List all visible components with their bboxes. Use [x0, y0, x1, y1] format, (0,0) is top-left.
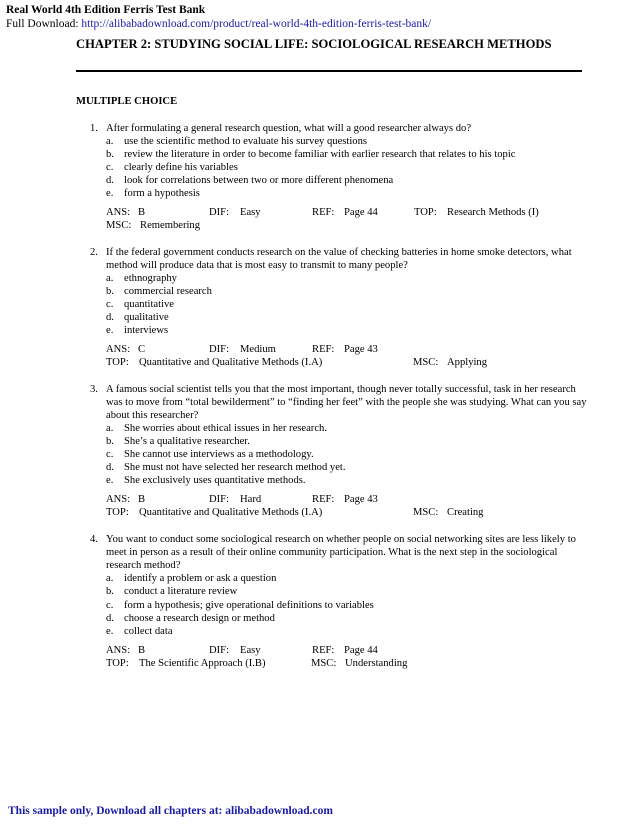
choice-letter: e. [106, 325, 114, 337]
download-line [6, 17, 431, 31]
reference-field: REF: Page 43 [312, 494, 378, 506]
topic-field: TOP: Quantitative and Qualitative Methods (I.A) [106, 507, 323, 519]
reference-field: REF: Page 44 [312, 644, 378, 656]
topic-field: TOP: Quantitative and Qualitative Methods (I.A) [106, 357, 323, 369]
question-text: If the federal government conducts research on the value of checking batteries in home smoke detectors, what method will produce data that is most easy to transmit to many people? [106, 247, 572, 272]
choice-list [106, 135, 591, 200]
download-link[interactable]: http://alibabadownload.com/product/real-world-4th-edition-ferris-test-bank/ [81, 18, 432, 30]
download-label: Full Download: [6, 18, 82, 30]
difficulty-field: DIF: Medium [209, 344, 276, 356]
choice-e [106, 187, 591, 200]
choice-letter: e. [106, 625, 114, 637]
question-text: After formulating a general research question, what will a good researcher always do? [106, 123, 472, 134]
choice-text: look for correlations between two or more different phenomena [124, 175, 394, 187]
choice-b [106, 435, 591, 448]
choice-c [106, 161, 591, 174]
choice-c [106, 599, 591, 612]
choice-text: clearly define his variables [124, 162, 238, 174]
answer-field: ANS: B [106, 494, 146, 506]
question-2 [86, 246, 591, 369]
difficulty-field: DIF: Hard [209, 494, 262, 506]
choice-text: choose a research design or method [124, 612, 275, 624]
msc-field: MSC: Understanding [311, 657, 408, 669]
choice-c [106, 448, 591, 461]
answer-meta [106, 206, 591, 232]
choice-text: interviews [124, 325, 169, 337]
question-number: 4. [90, 534, 98, 546]
choice-text: form a hypothesis [124, 188, 200, 200]
choice-text: collect data [124, 625, 173, 637]
question-text: A famous social scientist tells you that the most important, though never totally successful, task in her research was to move from “total bewilderment” to “finding her feet” with the people she was studying. What can you say about this researcher? [106, 384, 587, 422]
chapter-title: CHAPTER 2: STUDYING SOCIAL LIFE: SOCIOLOGICAL RESEARCH METHODS [76, 37, 552, 51]
choice-letter: a. [106, 423, 114, 435]
choice-letter: e. [106, 188, 114, 200]
topic-field: TOP: The Scientific Approach (I.B) [106, 657, 266, 669]
choice-letter: b. [106, 586, 114, 598]
question-4 [86, 533, 591, 669]
choice-text: She must not have selected her research method yet. [124, 462, 346, 474]
choice-text: She exclusively uses quantitative methods. [124, 475, 306, 487]
answer-field: ANS: B [106, 207, 146, 219]
question-number: 3. [90, 384, 98, 396]
topic-field: TOP: Research Methods (I) [414, 207, 539, 219]
choice-c [106, 298, 591, 311]
choice-letter: b. [106, 149, 114, 161]
question-number: 2. [90, 247, 98, 259]
choice-letter: d. [106, 462, 114, 474]
choice-text: use the scientific method to evaluate his survey questions [124, 136, 368, 148]
difficulty-field: DIF: Easy [209, 644, 261, 656]
choice-a [106, 135, 591, 148]
choice-text: quantitative [124, 299, 175, 311]
answer-meta [106, 493, 591, 519]
reference-field: REF: Page 43 [312, 344, 378, 356]
msc-field: MSC: Creating [413, 507, 484, 519]
question-1 [86, 122, 591, 232]
choice-letter: a. [106, 273, 114, 285]
choice-list [106, 572, 591, 637]
answer-meta [106, 644, 591, 670]
choice-d [106, 612, 591, 625]
question-number: 1. [90, 123, 98, 134]
footer-notice: This sample only, Download all chapters at: alibabadownload.com [8, 805, 333, 817]
question-list [86, 122, 591, 684]
choice-letter: b. [106, 436, 114, 448]
choice-letter: d. [106, 312, 114, 324]
choice-a [106, 422, 591, 435]
question-3 [86, 383, 591, 519]
choice-text: identify a problem or ask a question [124, 573, 277, 585]
choice-list [106, 422, 591, 487]
question-text: You want to conduct some sociological research on whether people on social networking sites are less likely to meet in person as a result of their online community participation. What is the next step in the sociological research method? [106, 534, 576, 572]
choice-letter: e. [106, 475, 114, 487]
difficulty-field: DIF: Easy [209, 207, 261, 219]
choice-text: form a hypothesis; give operational definitions to variables [124, 599, 374, 611]
choice-b [106, 585, 591, 598]
choice-text: ethnography [124, 273, 177, 285]
choice-letter: c. [106, 449, 114, 461]
answer-field: ANS: C [106, 344, 146, 356]
choice-letter: c. [106, 599, 114, 611]
msc-field: MSC: Remembering [106, 220, 201, 232]
choice-letter: a. [106, 573, 114, 585]
choice-letter: d. [106, 612, 114, 624]
choice-text: conduct a literature review [124, 586, 238, 598]
choice-e [106, 324, 591, 337]
choice-text: commercial research [124, 286, 212, 298]
choice-d [106, 174, 591, 187]
choice-letter: b. [106, 286, 114, 298]
choice-letter: c. [106, 162, 114, 174]
title-divider [76, 70, 582, 72]
choice-text: review the literature in order to become familiar with earlier research that relates to his topic [124, 149, 516, 161]
choice-text: She cannot use interviews as a methodology. [124, 449, 314, 461]
choice-text: She worries about ethical issues in her research. [124, 423, 327, 435]
choice-a [106, 272, 591, 285]
choice-e [106, 474, 591, 487]
msc-field: MSC: Applying [413, 357, 488, 369]
reference-field: REF: Page 44 [312, 207, 378, 219]
document-title: Real World 4th Edition Ferris Test Bank [6, 4, 206, 16]
choice-d [106, 311, 591, 324]
choice-b [106, 148, 591, 161]
answer-field: ANS: B [106, 644, 146, 656]
answer-meta [106, 343, 591, 369]
choice-letter: d. [106, 175, 114, 187]
choice-text: qualitative [124, 312, 169, 324]
choice-a [106, 572, 591, 585]
section-title: MULTIPLE CHOICE [76, 96, 178, 107]
choice-b [106, 285, 591, 298]
choice-letter: a. [106, 136, 114, 148]
choice-letter: c. [106, 299, 114, 311]
choice-text: She’s a qualitative researcher. [124, 436, 250, 448]
choice-e [106, 625, 591, 638]
choice-d [106, 461, 591, 474]
choice-list [106, 272, 591, 337]
